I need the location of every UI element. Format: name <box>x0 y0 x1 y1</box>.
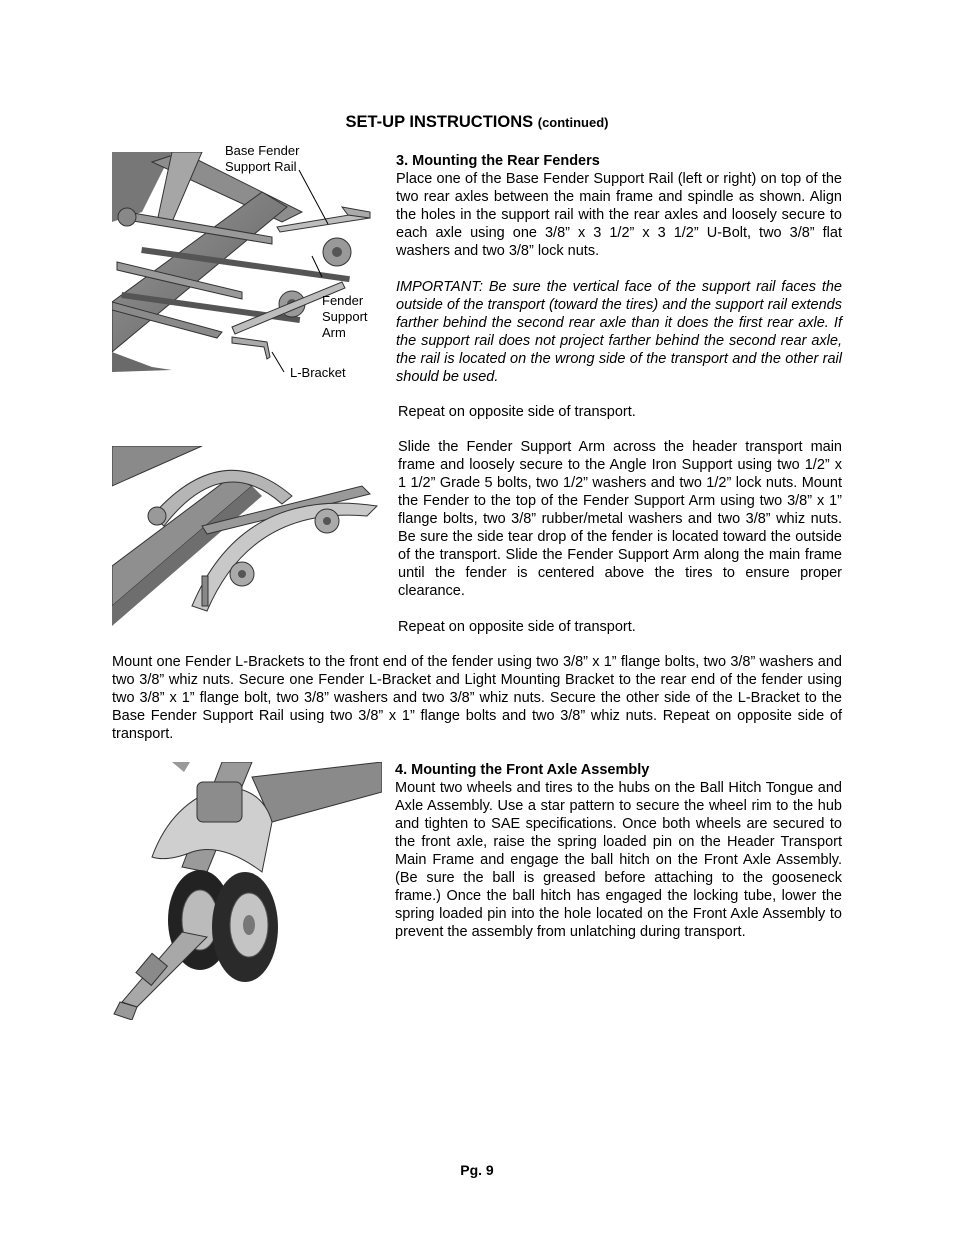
figure-front-axle <box>112 762 382 1020</box>
label-rail-line1: Base Fender <box>225 143 300 158</box>
front-axle-illustration <box>112 762 382 1020</box>
title-text: SET-UP INSTRUCTIONS <box>345 113 534 131</box>
label-arm-line1: Fender <box>322 293 364 308</box>
label-fender-support-arm <box>322 293 368 341</box>
section-4-heading: 4. Mounting the Front Axle Assembly <box>395 762 650 778</box>
label-l-bracket: L-Bracket <box>290 365 346 380</box>
repeat-note-2: Repeat on opposite side of transport. <box>398 619 636 635</box>
page-number: Pg. 9 <box>460 1162 494 1178</box>
fender-illustration <box>112 446 382 629</box>
section-4-paragraph: Mount two wheels and tires to the hubs on the Ball Hitch Tongue and Axle Assembly. Use a star pattern to secure the wheel rim to the hub and tighten to SAE specifications. Once both wheels are secured to the front axle, raise the spring loaded pin on the Header Transport Main Frame and engage the ball hitch on the Front Axle Assembly. (Be sure the ball is greased before attaching to the gooseneck frame.) Once the ball hitch has engaged the locking tube, lower the spring loaded pin into the hole located on the Front Axle Assembly to prevent the assembly from unlatching during transport. <box>395 780 842 940</box>
repeat-note-1: Repeat on opposite side of transport. <box>398 404 636 420</box>
label-rail-line2: Support Rail <box>225 159 297 174</box>
title-suffix: (continued) <box>537 115 609 130</box>
page-title <box>0 113 954 132</box>
section-4 <box>395 761 842 941</box>
section-3 <box>396 152 842 386</box>
figure-fender-mounted <box>112 446 382 629</box>
label-arm-line2: Support <box>322 309 368 324</box>
label-base-fender-support-rail <box>225 143 299 175</box>
label-arm-line3: Arm <box>322 325 346 340</box>
l-bracket-paragraph: Mount one Fender L-Brackets to the front end of the fender using two 3/8” x 1” flange bolts, two 3/8” washers and two 3/8” whiz nuts. Secure one Fender L-Bracket and Light Mounting Bracket to the rear end of the fender using two 3/8” x 1” flange bolt, two 3/8” washers and two 3/8” whiz nuts. Secure the other side of the L-Bracket to the Base Fender Support Rail using two 3/8” x 1” flange bolts and two 3/8” whiz nuts. Repeat on opposite side of transport. <box>112 654 842 742</box>
section-3-heading: 3. Mounting the Rear Fenders <box>396 153 600 169</box>
section-3-paragraph: Place one of the Base Fender Support Rail (left or right) on top of the two rear axles between the main frame and spindle as shown. Align the holes in the support rail with the rear axles and loosely secure to each axle using one 3/8” x 3 1/2” x 3 1/2” U-Bolt, two 3/8” flat washers and two 3/8” lock nuts. <box>396 171 842 259</box>
fender-arm-paragraph: Slide the Fender Support Arm across the header transport main frame and loosely secure to the Angle Iron Support using two 1/2” x 1 1/2” Grade 5 bolts, two 1/2” washers and two 1/2” lock nuts. Mount the Fender to the top of the Fender Support Arm using two 3/8” x 1” flange bolts, two 3/8” rubber/metal washers and two 3/8” whiz nuts. Be sure the side tear drop of the fender is located toward the outside of the transport. Slide the Fender Support Arm along the main frame until the fender is centered above the tires to ensure proper clearance. <box>398 439 842 599</box>
important-note: IMPORTANT: Be sure the vertical face of the support rail faces the outside of the transport (toward the tires) and the support rail extends farther behind the second rear axle than it does the first rear axle. If the support rail does not project farther behind the second rear axle, the rail is located on the wrong side of the transport and the other rail should be used. <box>396 279 842 385</box>
